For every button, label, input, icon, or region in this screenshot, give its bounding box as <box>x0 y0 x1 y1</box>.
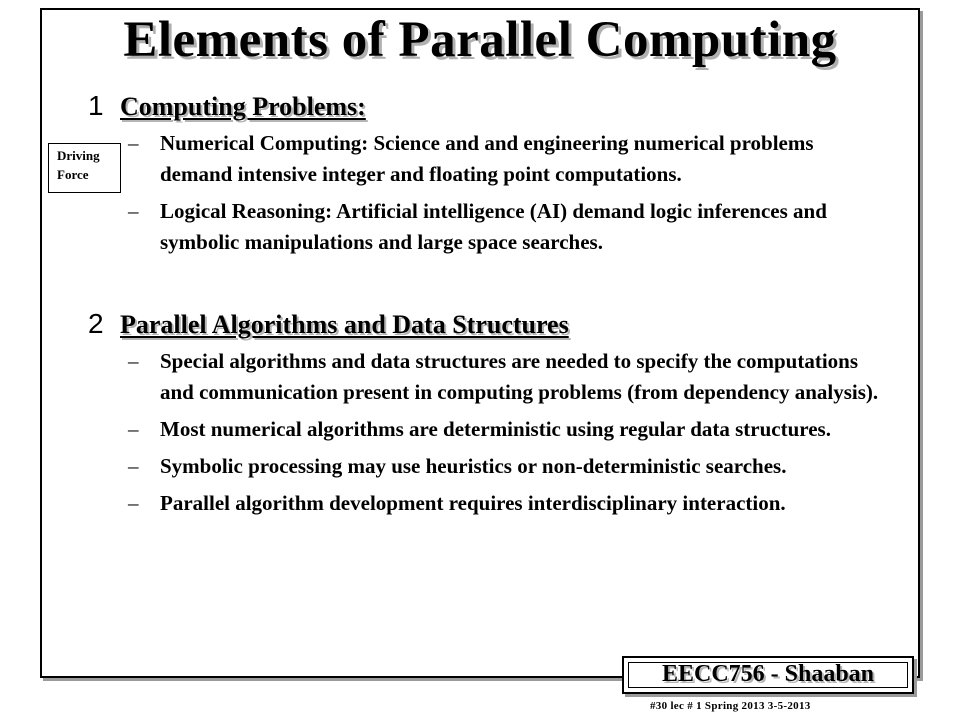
bullet-item <box>88 414 888 445</box>
dash-marker: – <box>128 491 139 515</box>
dash-marker: – <box>128 349 139 373</box>
bullet-text: Special algorithms and data structures are needed to specify the computations and communication present in computing problems (from dependency analysis). <box>160 349 879 404</box>
bullet-item <box>88 128 888 190</box>
driving-label-line1: Driving <box>57 148 100 163</box>
bullet-item <box>88 488 888 519</box>
dash-marker: – <box>128 131 139 155</box>
section-parallel-algorithms <box>88 308 888 519</box>
bullet-text: Parallel algorithm development requires interdisciplinary interaction. <box>160 491 786 515</box>
bullet-item <box>88 196 888 258</box>
section-number: 1 <box>88 90 104 121</box>
bullet-text: Most numerical algorithms are deterministic using regular data structures. <box>160 417 831 441</box>
dash-marker: – <box>128 454 139 478</box>
section-computing-problems <box>88 90 888 258</box>
bullet-list <box>88 128 888 258</box>
slide-title: Elements of Parallel Computing <box>123 12 837 68</box>
section-heading-row <box>88 90 888 122</box>
bullet-item <box>88 451 888 482</box>
dash-marker: – <box>128 417 139 441</box>
section-heading: Computing Problems: <box>120 92 366 121</box>
slide-footer: #30 lec # 1 Spring 2013 3-5-2013 <box>650 700 811 712</box>
bullet-list <box>88 346 888 519</box>
bullet-item <box>88 346 888 408</box>
section-number: 2 <box>88 308 104 339</box>
dash-marker: – <box>128 199 139 223</box>
driving-label-line2: Force <box>57 166 89 182</box>
bullet-text: Logical Reasoning: Artificial intelligence (AI) demand logic inferences and symbolic manipulations and large space searches. <box>160 199 827 254</box>
bullet-text: Numerical Computing: Science and and engineering numerical problems demand intensive integer and floating point computations. <box>160 131 814 186</box>
course-badge: EECC756 - Shaaban <box>622 656 914 694</box>
section-heading-row <box>88 308 888 340</box>
section-heading: Parallel Algorithms and Data Structures <box>120 310 569 339</box>
bullet-text: Symbolic processing may use heuristics or non-deterministic searches. <box>160 454 787 478</box>
